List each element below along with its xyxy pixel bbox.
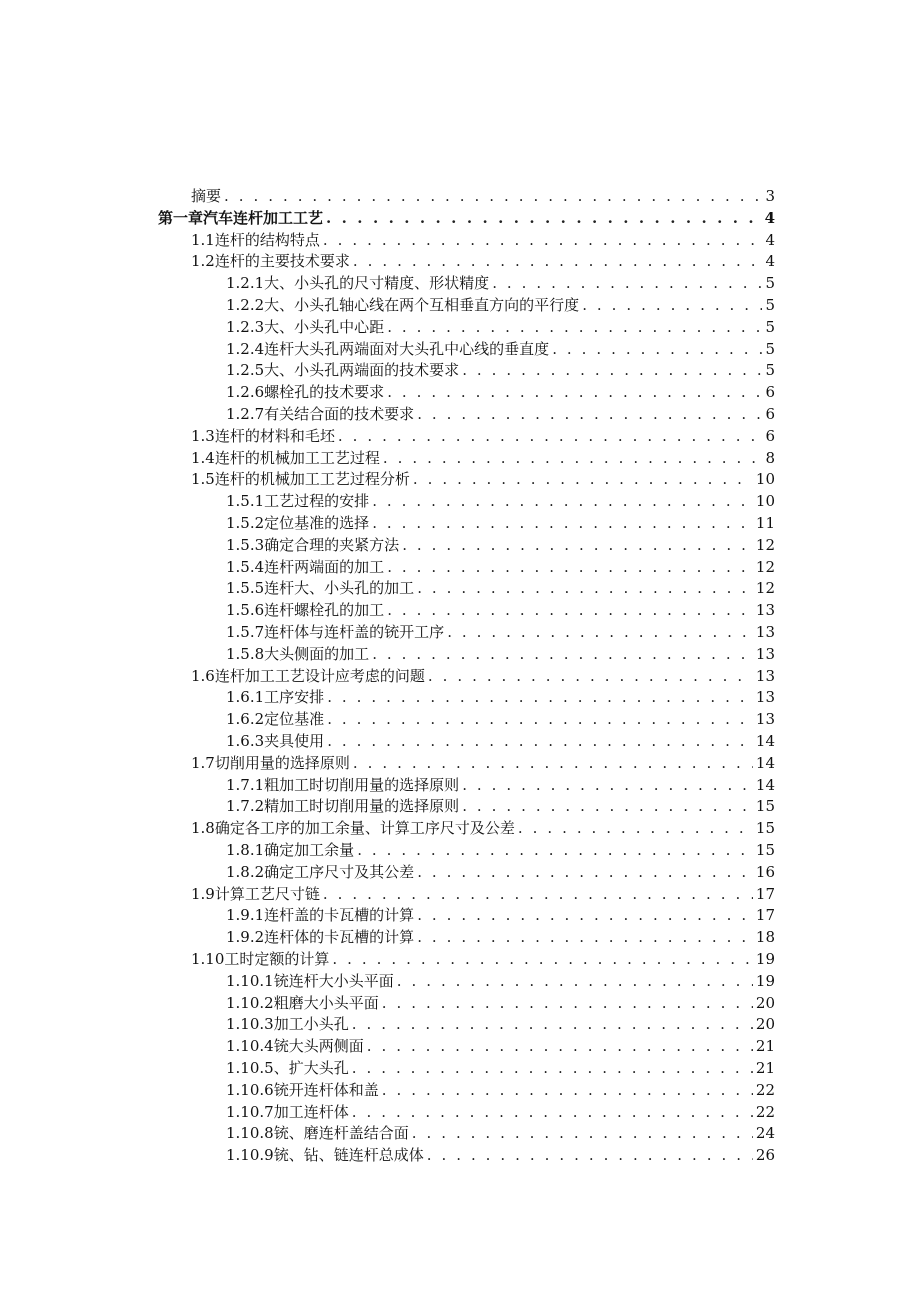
toc-entry-title: 连杆盖的卡瓦槽的计算 xyxy=(264,906,415,925)
toc-dot-leader xyxy=(352,1101,753,1123)
toc-entry-title: 定位基准 xyxy=(264,710,325,729)
toc-dot-leader xyxy=(552,338,762,360)
toc-entry-title: 、扩大头孔 xyxy=(273,1059,349,1077)
toc-entry-number: 1.5.3 xyxy=(226,535,265,554)
toc-dot-leader xyxy=(372,512,753,534)
toc-entry-title: 连杆的机械加工工艺过程分析 xyxy=(214,470,410,489)
toc-entry-page-number: 20 xyxy=(755,1015,775,1034)
toc-entry-page-number: 22 xyxy=(755,1102,775,1121)
toc-entry-title: 定位基准的选择 xyxy=(264,514,370,532)
toc-entry-page-number: 15 xyxy=(755,797,775,816)
toc-entry-number: 1.8 xyxy=(191,819,215,838)
toc-entry[interactable] xyxy=(226,1122,775,1144)
toc-entry-title: 有关结合面的技术要求 xyxy=(264,405,415,423)
toc-entry-title: 确定各工序的加工余量、计算工序尺寸及公差 xyxy=(214,819,515,838)
toc-entry-page-number: 14 xyxy=(755,732,775,750)
toc-entry-number: 1.5.8 xyxy=(226,644,265,663)
toc-entry-number: 1.5.6 xyxy=(226,601,265,620)
toc-entry-number: 1.7.2 xyxy=(226,797,265,816)
toc-entry-title: 铳连杆大小头平面 xyxy=(273,971,394,990)
toc-entry-number: 1.2 xyxy=(191,252,215,271)
toc-entry-page-number: 5 xyxy=(765,274,775,293)
toc-entry-number: 1.2.7 xyxy=(226,405,265,423)
toc-entry-title: 螺栓孔的技术要求 xyxy=(264,383,385,402)
toc-entry-page-number: 5 xyxy=(765,296,775,314)
toc-entry-page-number: 18 xyxy=(755,928,775,947)
toc-entry-title: 精加工时切削用量的选择原则 xyxy=(264,797,460,816)
toc-entry[interactable] xyxy=(226,861,775,883)
toc-entry-title: 大、小头孔中心距 xyxy=(264,317,385,336)
toc-entry-page-number: 17 xyxy=(755,884,775,903)
toc-entry-title: 粗加工时切削用量的选择原则 xyxy=(264,775,460,794)
toc-entry-number: 1.10.7 xyxy=(226,1102,274,1121)
toc-entry-number: 1.6 xyxy=(191,666,215,685)
toc-dot-leader xyxy=(412,1122,753,1144)
toc-entry-title: 连杆体的卡瓦槽的计算 xyxy=(264,928,415,947)
toc-entry-page-number: 4 xyxy=(765,252,775,271)
toc-entry-number: 1.6.1 xyxy=(226,688,265,707)
toc-entry[interactable] xyxy=(226,359,775,381)
toc-entry-page-number: 10 xyxy=(755,470,775,489)
toc-entry-title: 工艺过程的安排 xyxy=(264,492,370,511)
toc-dot-leader xyxy=(417,577,753,599)
toc-entry-number: 1.10.6 xyxy=(226,1080,274,1099)
toc-entry[interactable] xyxy=(226,926,775,948)
toc-dot-leader xyxy=(327,730,753,752)
toc-entry-title: 大、小头孔轴心线在两个互相垂直方向的平行度 xyxy=(264,296,580,314)
toc-entry[interactable] xyxy=(226,992,775,1014)
toc-entry-page-number: 21 xyxy=(755,1059,775,1077)
toc-entry-page-number: 13 xyxy=(755,688,775,707)
toc-entry-title: 工序安排 xyxy=(264,688,325,707)
toc-dot-leader xyxy=(417,861,753,883)
toc-entry-number: 1.8.2 xyxy=(226,862,265,881)
toc-entry-title: 切削用量的选择原则 xyxy=(214,753,350,772)
toc-entry-title: 确定工序尺寸及其公差 xyxy=(264,862,415,881)
toc-entry-title: 摘要 xyxy=(191,187,222,205)
toc-entry-page-number: 15 xyxy=(755,819,775,838)
toc-entry-page-number: 6 xyxy=(765,405,775,423)
toc-entry-page-number: 6 xyxy=(765,426,775,445)
toc-entry[interactable] xyxy=(226,730,775,752)
toc-entry-page-number: 14 xyxy=(755,775,775,794)
toc-dot-leader xyxy=(327,708,753,730)
toc-entry-title: 铳、磨连杆盖结合面 xyxy=(273,1124,409,1143)
toc-dot-leader xyxy=(338,425,763,447)
toc-entry[interactable] xyxy=(226,272,775,294)
toc-entry[interactable] xyxy=(226,904,775,926)
toc-dot-leader xyxy=(382,1079,753,1101)
toc-entry[interactable] xyxy=(191,425,775,447)
toc-entry[interactable] xyxy=(226,1057,775,1079)
toc-entry[interactable] xyxy=(226,970,775,992)
toc-dot-leader xyxy=(417,403,762,425)
toc-entry-page-number: 14 xyxy=(755,753,775,772)
toc-entry-page-number: 17 xyxy=(755,906,775,925)
toc-entry-page-number: 8 xyxy=(765,448,775,467)
toc-entry-number: 1.9.1 xyxy=(226,906,265,925)
toc-entry-title: 大、小头孔的尺寸精度、形状精度 xyxy=(264,274,490,293)
toc-entry-number: 1.10.5 xyxy=(226,1059,274,1077)
toc-entry-number: 1.5.5 xyxy=(226,579,265,598)
toc-entry[interactable] xyxy=(191,250,775,272)
toc-entry-title: 确定加工余量 xyxy=(264,841,355,859)
toc-entry-title: 夹具使用 xyxy=(264,732,325,750)
toc-entry-number: 1.10.4 xyxy=(226,1037,274,1056)
toc-entry-title: 连杆的机械加工工艺过程 xyxy=(214,448,380,467)
toc-entry[interactable] xyxy=(226,512,775,534)
toc-entry[interactable] xyxy=(226,577,775,599)
toc-dot-leader xyxy=(417,904,753,926)
toc-entry-page-number: 26 xyxy=(755,1146,775,1165)
toc-dot-leader xyxy=(462,359,762,381)
toc-entry[interactable] xyxy=(226,1079,775,1101)
toc-entry[interactable] xyxy=(191,817,775,839)
toc-entry-number: 1.7.1 xyxy=(226,775,265,794)
toc-dot-leader xyxy=(372,490,753,512)
toc-dot-leader xyxy=(427,1144,753,1166)
toc-dot-leader xyxy=(447,621,753,643)
toc-entry-title: 连杆大头孔两端面对大头孔中心线的垂直度 xyxy=(264,339,550,358)
toc-dot-leader xyxy=(326,207,762,229)
toc-entry-title: 连杆两端面的加工 xyxy=(264,557,385,576)
toc-entry-page-number: 6 xyxy=(765,383,775,402)
toc-dot-leader xyxy=(462,795,753,817)
toc-entry-number: 1.6.2 xyxy=(226,710,265,729)
toc-entry[interactable] xyxy=(191,447,775,469)
toc-entry-number: 1.8.1 xyxy=(226,841,265,859)
toc-entry-page-number: 19 xyxy=(755,950,775,968)
toc-entry-number: 1.2.6 xyxy=(226,383,265,402)
toc-entry-page-number: 11 xyxy=(755,514,775,532)
toc-dot-leader xyxy=(382,992,753,1014)
toc-entry-number: 1.9.2 xyxy=(226,928,265,947)
toc-entry-title: 连杆螺栓孔的加工 xyxy=(264,601,385,620)
toc-entry-title: 连杆的材料和毛坯 xyxy=(214,426,335,445)
toc-entry-title: 加工小头孔 xyxy=(273,1015,349,1034)
toc-entry-page-number: 12 xyxy=(755,579,775,598)
toc-entry-title: 连杆体与连杆盖的铳开工序 xyxy=(264,623,445,641)
toc-dot-leader xyxy=(387,599,753,621)
toc-dot-leader xyxy=(413,468,753,490)
toc-entry-page-number: 5 xyxy=(765,317,775,336)
toc-entry-title: 连杆的结构特点 xyxy=(214,230,320,249)
toc-entry-title: 第一章汽车连杆加工工艺 xyxy=(158,208,324,227)
toc-entry-page-number: 10 xyxy=(755,492,775,511)
toc-dot-leader xyxy=(352,1057,753,1079)
toc-entry-number: 1.5.2 xyxy=(226,514,265,532)
toc-dot-leader xyxy=(327,686,753,708)
toc-dot-leader xyxy=(387,316,762,338)
toc-dot-leader xyxy=(352,1013,753,1035)
toc-entry[interactable] xyxy=(226,708,775,730)
toc-entry-number: 1.10.1 xyxy=(226,971,274,990)
toc-entry-page-number: 15 xyxy=(755,841,775,859)
toc-entry-number: 1.4 xyxy=(191,448,215,467)
toc-entry[interactable] xyxy=(226,490,775,512)
toc-entry-page-number: 22 xyxy=(755,1080,775,1099)
toc-entry-title: 工时定额的计算 xyxy=(224,950,330,968)
toc-entry-page-number: 5 xyxy=(765,339,775,358)
toc-entry[interactable] xyxy=(226,1035,775,1057)
toc-entry-number: 1.2.2 xyxy=(226,296,265,314)
toc-entry-number: 1.10.2 xyxy=(226,993,274,1012)
toc-entry[interactable] xyxy=(226,316,775,338)
toc-entry[interactable] xyxy=(191,665,775,687)
toc-dot-leader xyxy=(224,185,762,207)
toc-entry[interactable] xyxy=(226,643,775,665)
toc-entry-title: 铳开连杆体和盖 xyxy=(273,1080,379,1099)
toc-entry[interactable] xyxy=(191,883,775,905)
toc-entry-number: 1.2.4 xyxy=(226,339,265,358)
toc-entry-page-number: 24 xyxy=(755,1124,775,1143)
toc-dot-leader xyxy=(353,250,763,272)
toc-entry[interactable] xyxy=(191,468,775,490)
toc-entry-number: 1.3 xyxy=(191,426,215,445)
toc-dot-leader xyxy=(383,447,763,469)
toc-dot-leader xyxy=(353,752,753,774)
toc-dot-leader xyxy=(367,1035,753,1057)
toc-entry-page-number: 12 xyxy=(755,535,775,554)
toc-entry-title: 连杆的主要技术要求 xyxy=(214,252,350,271)
toc-entry-number: 1.10 xyxy=(191,950,225,968)
toc-entry-page-number: 4 xyxy=(765,230,775,249)
toc-entry[interactable] xyxy=(226,686,775,708)
toc-entry[interactable] xyxy=(191,752,775,774)
toc-entry[interactable] xyxy=(226,839,775,861)
toc-entry-page-number: 3 xyxy=(765,187,775,205)
toc-entry[interactable] xyxy=(226,795,775,817)
toc-entry-number: 1.2.5 xyxy=(226,361,265,380)
toc-entry[interactable] xyxy=(226,338,775,360)
toc-dot-leader xyxy=(397,970,753,992)
toc-entry-number: 1.2.3 xyxy=(226,317,265,336)
toc-entry-number: 1.5.4 xyxy=(226,557,265,576)
toc-entry[interactable] xyxy=(191,948,775,970)
toc-entry[interactable] xyxy=(226,556,775,578)
toc-entry-number: 1.6.3 xyxy=(226,732,265,750)
toc-entry-page-number: 13 xyxy=(755,644,775,663)
toc-entry[interactable] xyxy=(226,381,775,403)
toc-entry[interactable] xyxy=(226,294,775,316)
toc-entry[interactable] xyxy=(226,403,775,425)
toc-entry-title: 连杆加工工艺设计应考虑的问题 xyxy=(214,666,425,685)
toc-entry-number: 1.5 xyxy=(191,470,215,489)
toc-entry-title: 计算工艺尺寸链 xyxy=(214,884,320,903)
toc-entry-page-number: 21 xyxy=(755,1037,775,1056)
toc-entry-title: 粗磨大小头平面 xyxy=(273,993,379,1012)
toc-dot-leader xyxy=(492,272,762,294)
toc-entry-title: 大、小头孔两端面的技术要求 xyxy=(264,361,460,380)
toc-entry-page-number: 12 xyxy=(755,557,775,576)
toc-entry-number: 1.2.1 xyxy=(226,274,265,293)
toc-entry-number: 1.9 xyxy=(191,884,215,903)
toc-dot-leader xyxy=(372,643,753,665)
toc-entry[interactable] xyxy=(226,621,775,643)
toc-entry-title: 大头侧面的加工 xyxy=(264,644,370,663)
toc-entry-title: 连杆大、小头孔的加工 xyxy=(264,579,415,598)
toc-dot-leader xyxy=(417,926,753,948)
toc-entry-number: 1.10.8 xyxy=(226,1124,274,1143)
toc-entry[interactable] xyxy=(158,207,775,229)
toc-entry-title: 确定合理的夹紧方法 xyxy=(264,535,400,554)
toc-entry[interactable] xyxy=(226,1144,775,1166)
toc-entry[interactable] xyxy=(226,534,775,556)
toc-entry-page-number: 19 xyxy=(755,971,775,990)
toc-dot-leader xyxy=(402,534,753,556)
toc-entry-title: 铳大头两侧面 xyxy=(273,1037,364,1056)
toc-entry-page-number: 16 xyxy=(755,862,775,881)
toc-entry-number: 1.10.9 xyxy=(226,1146,274,1165)
toc-dot-leader xyxy=(323,883,753,905)
toc-dot-leader xyxy=(518,817,753,839)
toc-dot-leader xyxy=(387,381,762,403)
toc-entry-page-number: 4 xyxy=(764,208,775,227)
toc-entry-number: 1.5.7 xyxy=(226,623,265,641)
toc-entry-title: 加工连杆体 xyxy=(273,1102,349,1121)
toc-entry[interactable] xyxy=(226,1101,775,1123)
toc-entry[interactable] xyxy=(226,1013,775,1035)
toc-entry-number: 1.7 xyxy=(191,753,215,772)
toc-dot-leader xyxy=(387,556,753,578)
toc-entry-page-number: 13 xyxy=(755,601,775,620)
toc-entry-page-number: 13 xyxy=(755,710,775,729)
toc-dot-leader xyxy=(462,774,753,796)
toc-entry-page-number: 5 xyxy=(765,361,775,380)
toc-dot-leader xyxy=(582,294,762,316)
toc-entry-title: 铳、钻、链连杆总成体 xyxy=(273,1146,424,1165)
toc-entry[interactable] xyxy=(226,599,775,621)
toc-entry[interactable] xyxy=(191,229,775,251)
toc-entry-page-number: 13 xyxy=(755,623,775,641)
toc-entry[interactable] xyxy=(226,774,775,796)
toc-dot-leader xyxy=(332,948,752,970)
toc-dot-leader xyxy=(323,229,763,251)
toc-dot-leader xyxy=(428,665,753,687)
toc-entry-page-number: 13 xyxy=(755,666,775,685)
toc-entry-page-number: 20 xyxy=(755,993,775,1012)
toc-entry-number: 1.1 xyxy=(191,230,215,249)
toc-dot-leader xyxy=(357,839,753,861)
toc-entry-number: 1.5.1 xyxy=(226,492,265,511)
toc-entry[interactable] xyxy=(191,185,775,207)
toc-entry-number: 1.10.3 xyxy=(226,1015,274,1034)
